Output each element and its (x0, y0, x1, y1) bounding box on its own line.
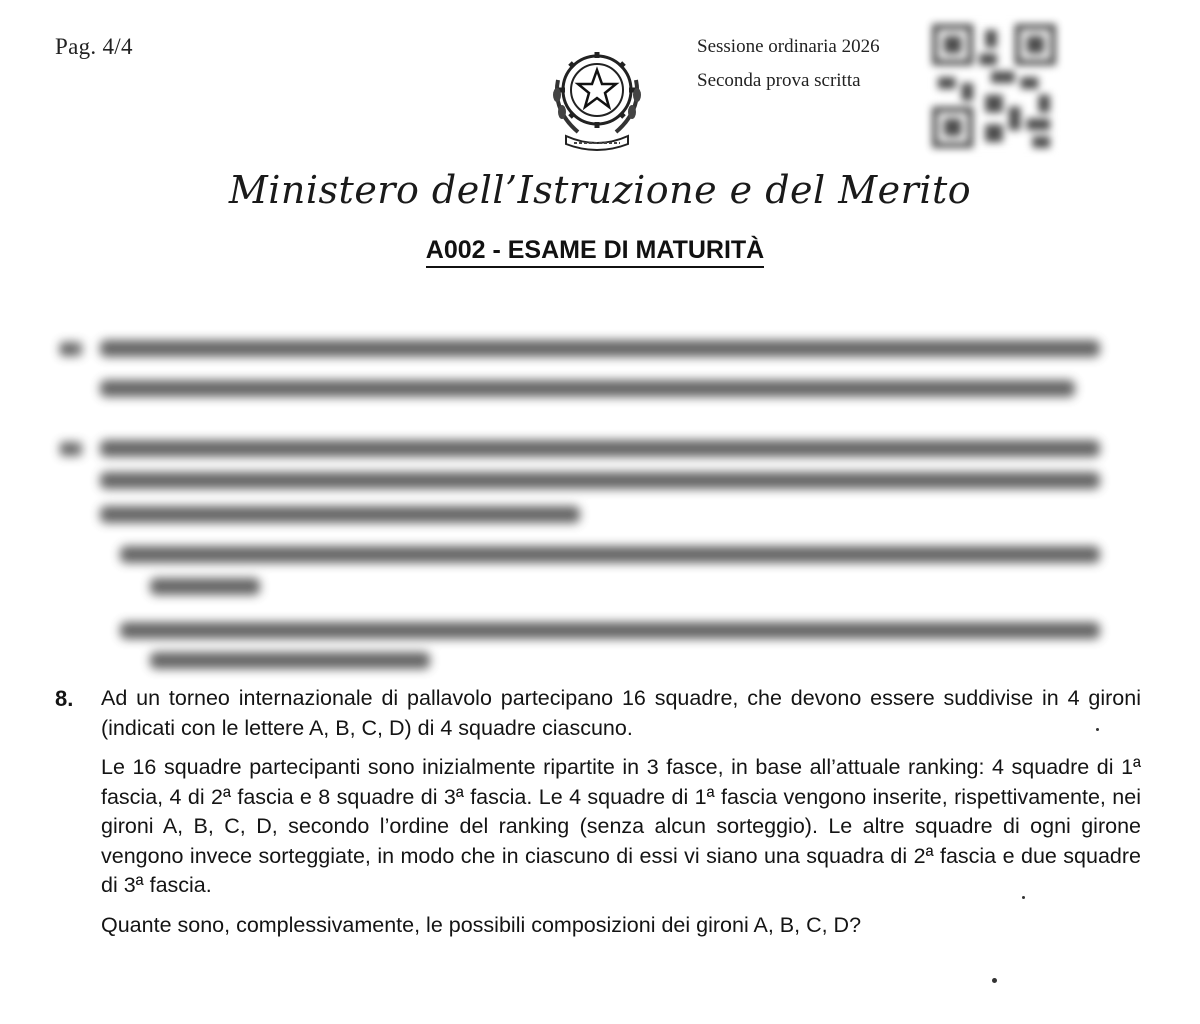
scan-speck (1022, 896, 1025, 899)
blurred-question-number: 6. (60, 342, 82, 356)
italian-republic-emblem-icon (548, 40, 646, 152)
question-number: 8. (55, 686, 74, 711)
blurred-questions (50, 320, 1120, 670)
scan-speck (992, 978, 997, 983)
question-body (101, 684, 1141, 950)
page-number: Pag. 4/4 (55, 34, 133, 59)
blurred-question-number: 7. (60, 442, 82, 456)
scan-speck (1096, 728, 1099, 731)
session-label: Sessione ordinaria 2026 (697, 36, 880, 57)
test-label: Seconda prova scritta (697, 70, 861, 91)
ministry-title: Ministero dell’Istruzione e del Merito (228, 168, 972, 212)
qr-code-icon (932, 24, 1056, 148)
question-paragraph: Le 16 squadre partecipanti sono inizialmente ripartite in 3 fasce, in base all’attuale ranking: 4 squadre di 1ª fascia, 4 di 2ª fascia e 8 squadre di 3ª fascia. Le 4 squadre di 1ª fascia vengono inserite, rispettivamente, nei gironi A, B, C, D, secondo l’ordine del ranking (senza alcun sorteggio). Le altre squadre di ogni girone vengono invece sorteggiate, in modo che in ciascuno di essi vi siano una squadra di 2ª fascia e due squadre di 3ª fascia. (101, 755, 1141, 897)
exam-title: A002 - ESAME DI MATURITÀ (0, 236, 1190, 265)
session-info (697, 30, 880, 98)
question-paragraph: Quante sono, complessivamente, le possibili composizioni dei gironi A, B, C, D? (101, 912, 862, 937)
question-paragraph: Ad un torneo internazionale di pallavolo partecipano 16 squadre, che devono essere suddivise in 4 gironi (indicati con le lettere A, B, C, D) di 4 squadre ciascuno. (101, 686, 1141, 740)
